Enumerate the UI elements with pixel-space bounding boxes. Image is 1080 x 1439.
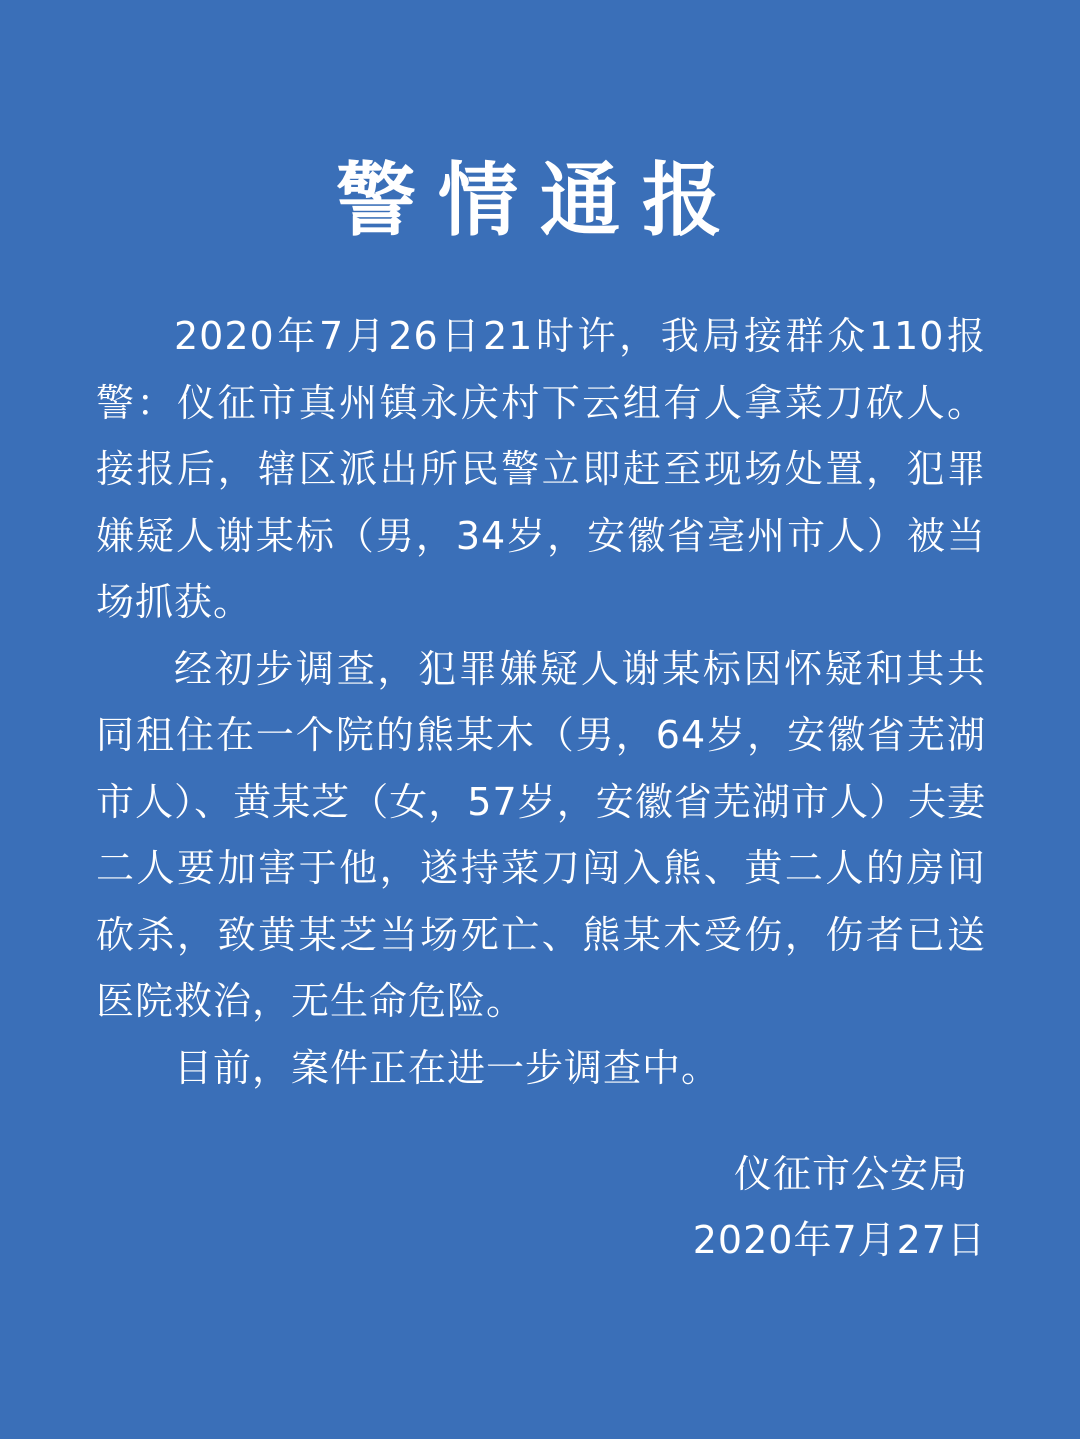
- issuer-name: 仪征市公安局: [733, 1152, 968, 1196]
- notice-body: [96, 303, 986, 1101]
- paragraph-investigation: 经初步调查，犯罪嫌疑人谢某标因怀疑和其共同租住在一个院的熊某木（男，64岁，安徽省芜湖市人）、黄某芝（女，57岁，安徽省芜湖市人）夫妻二人要加害于他，遂持菜刀闯入熊、黄二人的房间砍杀，致黄某芝当场死亡、熊某木受伤，伤者已送医院救治，无生命危险。: [96, 646, 986, 1023]
- signature-block: [693, 1141, 986, 1273]
- paragraph-status: 目前，案件正在进一步调查中。: [174, 1045, 721, 1090]
- issue-date: 2020年7月27日: [692, 1218, 986, 1262]
- notice-title: 警情通报: [336, 153, 744, 247]
- paragraph-incident-report: 2020年7月26日21时许，我局接群众110报警：仪征市真州镇永庆村下云组有人拿菜刀砍人。接报后，辖区派出所民警立即赶至现场处置，犯罪嫌疑人谢某标（男，34岁，安徽省亳州市人）被当场抓获。: [96, 314, 986, 624]
